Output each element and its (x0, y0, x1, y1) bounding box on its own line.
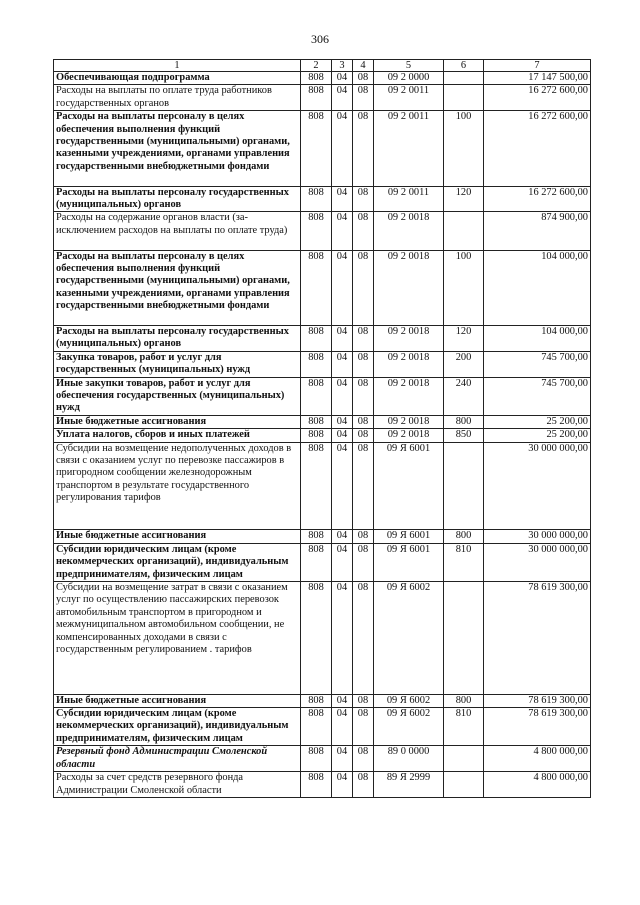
row-admin-code: 808 (301, 326, 332, 352)
table-row (54, 530, 591, 543)
row-subsection: 08 (353, 111, 374, 186)
row-amount: 30 000 000,00 (484, 543, 591, 581)
row-name: Расходы за счет средств резервного фонда Администрации Смоленской области (54, 772, 301, 798)
row-target-article: 09 2 0018 (374, 429, 444, 442)
table-row (54, 351, 591, 377)
row-target-article: 09 2 0018 (374, 250, 444, 325)
row-amount: 78 619 300,00 (484, 694, 591, 707)
row-amount: 78 619 300,00 (484, 582, 591, 695)
row-name: Иные бюджетные ассигнования (54, 415, 301, 428)
row-expense-type: 810 (444, 543, 484, 581)
row-target-article: 09 2 0018 (374, 212, 444, 250)
row-amount: 4 800 000,00 (484, 746, 591, 772)
column-header: 3 (332, 60, 353, 72)
table-row (54, 85, 591, 111)
table-row (54, 772, 591, 798)
table-row (54, 250, 591, 325)
row-name: Закупка товаров, работ и услуг для государственных (муниципальных) нужд (54, 351, 301, 377)
column-header: 7 (484, 60, 591, 72)
row-subsection: 08 (353, 582, 374, 695)
table-row (54, 72, 591, 85)
row-amount: 104 000,00 (484, 326, 591, 352)
row-section: 04 (332, 772, 353, 798)
column-header: 1 (54, 60, 301, 72)
row-name: Обеспечивающая подпрограмма (54, 72, 301, 85)
row-name: Расходы на выплаты персоналу в целях обеспечения выполнения функций государственными (муниципальными) органами, казенными учреждениями, органами управления государственными внебюджетными фондами (54, 111, 301, 186)
row-name: Субсидии юридическим лицам (кроме некоммерческих организаций), индивидуальным предпринимателям, физическим лицам (54, 543, 301, 581)
row-section: 04 (332, 85, 353, 111)
row-section: 04 (332, 543, 353, 581)
row-name: Расходы на выплаты персоналу государственных (муниципальных) органов (54, 186, 301, 212)
row-amount: 745 700,00 (484, 351, 591, 377)
row-admin-code: 808 (301, 250, 332, 325)
row-admin-code: 808 (301, 351, 332, 377)
row-section: 04 (332, 530, 353, 543)
row-subsection: 08 (353, 351, 374, 377)
row-subsection: 08 (353, 326, 374, 352)
table-row (54, 111, 591, 186)
table-row (54, 415, 591, 428)
row-target-article: 09 2 0018 (374, 415, 444, 428)
row-target-article: 09 2 0011 (374, 85, 444, 111)
row-admin-code: 808 (301, 442, 332, 530)
row-expense-type: 800 (444, 530, 484, 543)
table-row (54, 694, 591, 707)
row-subsection: 08 (353, 708, 374, 746)
row-subsection: 08 (353, 377, 374, 415)
row-section: 04 (332, 582, 353, 695)
row-expense-type: 120 (444, 186, 484, 212)
row-admin-code: 808 (301, 582, 332, 695)
row-name: Иные закупки товаров, работ и услуг для обеспечения государственных (муниципальных) нужд (54, 377, 301, 415)
row-section: 04 (332, 415, 353, 428)
row-name: Субсидии на возмещение недополученных доходов в связи с оказанием услуг по перевозке пассажиров в пригородном сообщении железнодорожным транспортом в результате государственного регулирования тарифов (54, 442, 301, 530)
row-amount: 745 700,00 (484, 377, 591, 415)
row-amount: 16 272 600,00 (484, 186, 591, 212)
table-row (54, 746, 591, 772)
row-section: 04 (332, 326, 353, 352)
row-amount: 17 147 500,00 (484, 72, 591, 85)
row-section: 04 (332, 746, 353, 772)
row-admin-code: 808 (301, 746, 332, 772)
row-expense-type: 120 (444, 326, 484, 352)
row-amount: 30 000 000,00 (484, 530, 591, 543)
row-target-article: 09 Я 6001 (374, 442, 444, 530)
row-section: 04 (332, 694, 353, 707)
row-amount: 25 200,00 (484, 429, 591, 442)
row-admin-code: 808 (301, 415, 332, 428)
row-name: Расходы на выплаты по оплате труда работников государственных органов (54, 85, 301, 111)
table-row (54, 326, 591, 352)
row-subsection: 08 (353, 186, 374, 212)
row-admin-code: 808 (301, 530, 332, 543)
row-name: Расходы на выплаты персоналу государственных (муниципальных) органов (54, 326, 301, 352)
row-amount: 16 272 600,00 (484, 85, 591, 111)
row-name: Расходы на содержание органов власти (за-исключением расходов на выплаты по оплате труда) (54, 212, 301, 250)
row-section: 04 (332, 442, 353, 530)
row-target-article: 09 Я 6002 (374, 708, 444, 746)
row-section: 04 (332, 708, 353, 746)
row-subsection: 08 (353, 72, 374, 85)
row-target-article: 09 2 0000 (374, 72, 444, 85)
row-admin-code: 808 (301, 772, 332, 798)
row-subsection: 08 (353, 543, 374, 581)
row-expense-type (444, 442, 484, 530)
row-target-article: 09 2 0018 (374, 351, 444, 377)
row-amount: 25 200,00 (484, 415, 591, 428)
row-expense-type (444, 72, 484, 85)
row-expense-type (444, 772, 484, 798)
row-expense-type (444, 212, 484, 250)
row-target-article: 89 Я 2999 (374, 772, 444, 798)
row-section: 04 (332, 429, 353, 442)
row-subsection: 08 (353, 429, 374, 442)
row-admin-code: 808 (301, 85, 332, 111)
row-expense-type: 800 (444, 415, 484, 428)
row-target-article: 09 Я 6002 (374, 694, 444, 707)
row-expense-type: 810 (444, 708, 484, 746)
column-header: 5 (374, 60, 444, 72)
row-name: Субсидии юридическим лицам (кроме некоммерческих организаций), индивидуальным предпринимателям, физическим лицам (54, 708, 301, 746)
row-expense-type (444, 746, 484, 772)
row-subsection: 08 (353, 212, 374, 250)
row-subsection: 08 (353, 415, 374, 428)
row-amount: 104 000,00 (484, 250, 591, 325)
row-expense-type: 100 (444, 111, 484, 186)
row-expense-type: 800 (444, 694, 484, 707)
row-section: 04 (332, 351, 353, 377)
row-expense-type: 100 (444, 250, 484, 325)
row-name: Уплата налогов, сборов и иных платежей (54, 429, 301, 442)
row-name: Расходы на выплаты персоналу в целях обеспечения выполнения функций государственными (муниципальными) органами, казенными учреждениями, органами управления государственными внебюджетными фондами (54, 250, 301, 325)
row-expense-type: 200 (444, 351, 484, 377)
table-row (54, 582, 591, 695)
column-header: 2 (301, 60, 332, 72)
table-row (54, 543, 591, 581)
row-section: 04 (332, 250, 353, 325)
column-header: 6 (444, 60, 484, 72)
row-name: Иные бюджетные ассигнования (54, 530, 301, 543)
row-expense-type: 240 (444, 377, 484, 415)
row-expense-type: 850 (444, 429, 484, 442)
table-header-row (54, 60, 591, 72)
row-subsection: 08 (353, 694, 374, 707)
table-row (54, 442, 591, 530)
row-target-article: 09 Я 6002 (374, 582, 444, 695)
row-admin-code: 808 (301, 212, 332, 250)
row-subsection: 08 (353, 85, 374, 111)
row-admin-code: 808 (301, 429, 332, 442)
table-row (54, 212, 591, 250)
row-subsection: 08 (353, 772, 374, 798)
row-name: Субсидии на возмещение затрат в связи с оказанием услуг по осуществлению пассажирских перевозок автомобильным транспортом в пригородном и межмуниципальном автомобильном сообщении, не компенсированных доходами в связи с государственным регулированием . тарифов (54, 582, 301, 695)
row-target-article: 09 Я 6001 (374, 530, 444, 543)
row-admin-code: 808 (301, 186, 332, 212)
row-section: 04 (332, 72, 353, 85)
row-admin-code: 808 (301, 377, 332, 415)
row-amount: 874 900,00 (484, 212, 591, 250)
row-expense-type (444, 85, 484, 111)
table-row (54, 708, 591, 746)
row-subsection: 08 (353, 250, 374, 325)
row-amount: 4 800 000,00 (484, 772, 591, 798)
row-name: Резервный фонд Администрации Смоленской области (54, 746, 301, 772)
row-subsection: 08 (353, 442, 374, 530)
page-number: 306 (311, 32, 329, 46)
budget-table (53, 59, 591, 798)
row-section: 04 (332, 212, 353, 250)
row-amount: 78 619 300,00 (484, 708, 591, 746)
row-admin-code: 808 (301, 111, 332, 186)
table-row (54, 377, 591, 415)
row-subsection: 08 (353, 530, 374, 543)
row-amount: 30 000 000,00 (484, 442, 591, 530)
row-subsection: 08 (353, 746, 374, 772)
row-target-article: 89 0 0000 (374, 746, 444, 772)
row-target-article: 09 2 0018 (374, 377, 444, 415)
row-expense-type (444, 582, 484, 695)
row-admin-code: 808 (301, 72, 332, 85)
row-admin-code: 808 (301, 543, 332, 581)
row-name: Иные бюджетные ассигнования (54, 694, 301, 707)
row-section: 04 (332, 111, 353, 186)
table-row (54, 429, 591, 442)
row-target-article: 09 2 0018 (374, 326, 444, 352)
column-header: 4 (353, 60, 374, 72)
row-target-article: 09 2 0011 (374, 186, 444, 212)
row-section: 04 (332, 186, 353, 212)
table-row (54, 186, 591, 212)
row-admin-code: 808 (301, 694, 332, 707)
row-target-article: 09 Я 6001 (374, 543, 444, 581)
row-target-article: 09 2 0011 (374, 111, 444, 186)
row-admin-code: 808 (301, 708, 332, 746)
row-section: 04 (332, 377, 353, 415)
row-amount: 16 272 600,00 (484, 111, 591, 186)
